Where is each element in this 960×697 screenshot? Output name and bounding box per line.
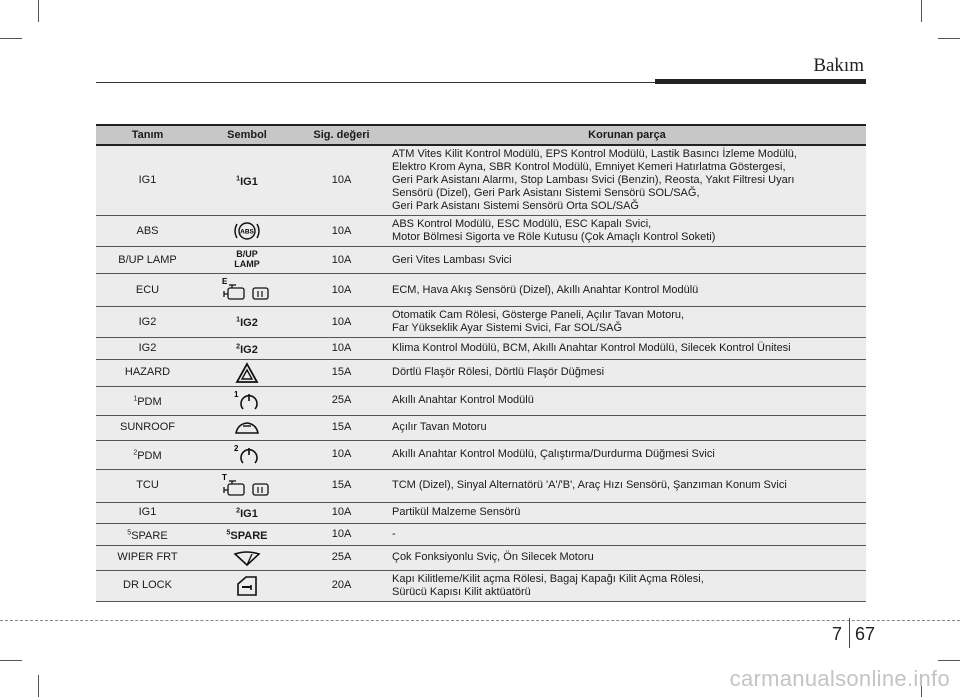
fuse-name: $^5$SPARE (96, 524, 199, 546)
fuse-amp: 10A (295, 307, 388, 338)
watermark: carmanualsonline.info (729, 666, 950, 691)
fuse-name: IG1 (96, 145, 199, 216)
fuse-symbol: $^1$IG1 (199, 145, 295, 216)
chapter-number: 7 (832, 624, 843, 644)
fuse-symbol: $^2$IG1 (199, 502, 295, 524)
fuse-name: ABS (96, 216, 199, 247)
fuse-symbol: B/UP LAMP (199, 247, 295, 274)
fuse-description: Akıllı Anahtar Kontrol Modülü (388, 386, 866, 415)
table-row (96, 524, 866, 546)
footer-dashed-rule (0, 620, 960, 621)
fuse-symbol (199, 274, 295, 307)
table-row (96, 502, 866, 524)
wiper-icon (232, 548, 262, 568)
fuse-symbol (199, 570, 295, 601)
fuse-symbol (199, 440, 295, 469)
fuse-amp: 10A (295, 524, 388, 546)
page-number: 67 (855, 624, 876, 644)
fuse-amp: 10A (295, 502, 388, 524)
fuse-description: Açılır Tavan Motoru (388, 415, 866, 440)
smart-key-pdm-icon (232, 443, 262, 467)
header-amp: Sig. değeri (295, 125, 388, 145)
fuse-amp: 10A (295, 216, 388, 247)
svg-text:1: 1 (234, 389, 239, 399)
fuse-name: TCU (96, 469, 199, 502)
crop-mark (921, 0, 922, 22)
fuse-symbol: $^5$SPARE (199, 524, 295, 546)
table-row (96, 307, 866, 338)
fuse-description: Çok Fonksiyonlu Sviç, Ön Silecek Motoru (388, 545, 866, 570)
fuse-amp: 10A (295, 440, 388, 469)
crop-mark (938, 38, 960, 39)
section-title: Bakım (813, 55, 864, 76)
fuse-description: Akıllı Anahtar Kontrol Modülü, Çalıştırma/Durdurma Düğmesi Svici (388, 440, 866, 469)
fuse-symbol (199, 415, 295, 440)
fuse-amp: 15A (295, 469, 388, 502)
transmission-tcu-icon (219, 472, 275, 500)
fuse-name: WIPER FRT (96, 545, 199, 570)
page-number-divider (849, 618, 850, 648)
table-row (96, 247, 866, 274)
crop-mark (0, 38, 22, 39)
fuse-amp: 10A (295, 145, 388, 216)
fuse-name: $^2$PDM (96, 440, 199, 469)
crop-mark (38, 0, 39, 22)
fuse-name: ECU (96, 274, 199, 307)
fuse-symbol (199, 545, 295, 570)
svg-text:ABS: ABS (240, 228, 254, 236)
fuse-name: IG2 (96, 307, 199, 338)
fuse-description: Dörtlü Flaşör Rölesi, Dörtlü Flaşör Düğmesi (388, 359, 866, 386)
table-row (96, 359, 866, 386)
fuse-description: ATM Vites Kilit Kontrol Modülü, EPS Kontrol Modülü, Lastik Basıncı İzleme Modülü, Elektro Krom Ayna, SBR Kontrol Modülü, Emniyet Kemeri Hatırlatma Göstergesi, Geri Park Asistanı Alarmı, Stop Lambası Svici (Benzin), Reosta, Yakıt Filtresi Uyarı Sensörü (Dizel), Geri Park Asistanı Sistemi Sensörü SOL/SAĞ, Geri Park Asistanı Sistemi Sensörü Orta SOL/SAĞ (388, 145, 866, 216)
table-row (96, 570, 866, 601)
table-row (96, 216, 866, 247)
fuse-name: HAZARD (96, 359, 199, 386)
header-protected: Korunan parça (388, 125, 866, 145)
fuse-description: ECM, Hava Akış Sensörü (Dizel), Akıllı Anahtar Kontrol Modülü (388, 274, 866, 307)
fuse-amp: 15A (295, 359, 388, 386)
table-row (96, 145, 866, 216)
header-name: Tanım (96, 125, 199, 145)
table-row (96, 415, 866, 440)
fuse-symbol (199, 386, 295, 415)
fuse-name: SUNROOF (96, 415, 199, 440)
fuse-description: - (388, 524, 866, 546)
fuse-symbol: $^1$IG2 (199, 307, 295, 338)
abs-icon (230, 220, 264, 242)
fuse-amp: 25A (295, 386, 388, 415)
table-header-row (96, 125, 866, 145)
door-lock-icon (234, 574, 260, 598)
fuse-amp: 20A (295, 570, 388, 601)
header-rule-accent (655, 79, 866, 84)
table-row (96, 469, 866, 502)
engine-ecu-icon (219, 276, 275, 304)
header-symbol: Sembol (199, 125, 295, 145)
crop-mark (0, 660, 22, 661)
fuse-description: TCM (Dizel), Sinyal Alternatörü 'A'/'B', Araç Hızı Sensörü, Şanzıman Konum Svici (388, 469, 866, 502)
fuse-description: Klima Kontrol Modülü, BCM, Akıllı Anahtar Kontrol Modülü, Silecek Kontrol Ünitesi (388, 338, 866, 360)
crop-mark (938, 660, 960, 661)
fuse-amp: 15A (295, 415, 388, 440)
crop-mark (38, 675, 39, 697)
fuse-description: Geri Vites Lambası Svici (388, 247, 866, 274)
svg-text:2: 2 (234, 443, 239, 453)
fuse-symbol (199, 216, 295, 247)
hazard-icon (235, 362, 259, 384)
fuse-symbol (199, 359, 295, 386)
fuse-name: IG2 (96, 338, 199, 360)
fuse-name: B/UP LAMP (96, 247, 199, 274)
fuse-amp: 10A (295, 338, 388, 360)
fuse-name: $^1$PDM (96, 386, 199, 415)
fuse-amp: 10A (295, 247, 388, 274)
fuse-description: Otomatik Cam Rölesi, Gösterge Paneli, Açılır Tavan Motoru, Far Yükseklik Ayar Sistemi Svici, Far SOL/SAĞ (388, 307, 866, 338)
table-row (96, 274, 866, 307)
svg-text:E: E (222, 277, 228, 286)
sunroof-icon (233, 418, 261, 438)
table-row (96, 440, 866, 469)
fuse-symbol: $^2$IG2 (199, 338, 295, 360)
smart-key-pdm-icon (232, 389, 262, 413)
table-row (96, 545, 866, 570)
table-row (96, 386, 866, 415)
fuse-description: ABS Kontrol Modülü, ESC Modülü, ESC Kapalı Svici, Motor Bölmesi Sigorta ve Röle Kutusu (Çok Amaçlı Kontrol Soketi) (388, 216, 866, 247)
fuse-name: DR LOCK (96, 570, 199, 601)
fuse-symbol (199, 469, 295, 502)
fuse-amp: 10A (295, 274, 388, 307)
fuse-table (96, 124, 866, 602)
fuse-description: Kapı Kilitleme/Kilit açma Rölesi, Bagaj Kapağı Kilit Açma Rölesi, Sürücü Kapısı Kilit aktüatörü (388, 570, 866, 601)
fuse-description: Partikül Malzeme Sensörü (388, 502, 866, 524)
table-row (96, 338, 866, 360)
svg-text:T: T (222, 472, 227, 482)
fuse-amp: 25A (295, 545, 388, 570)
fuse-name: IG1 (96, 502, 199, 524)
